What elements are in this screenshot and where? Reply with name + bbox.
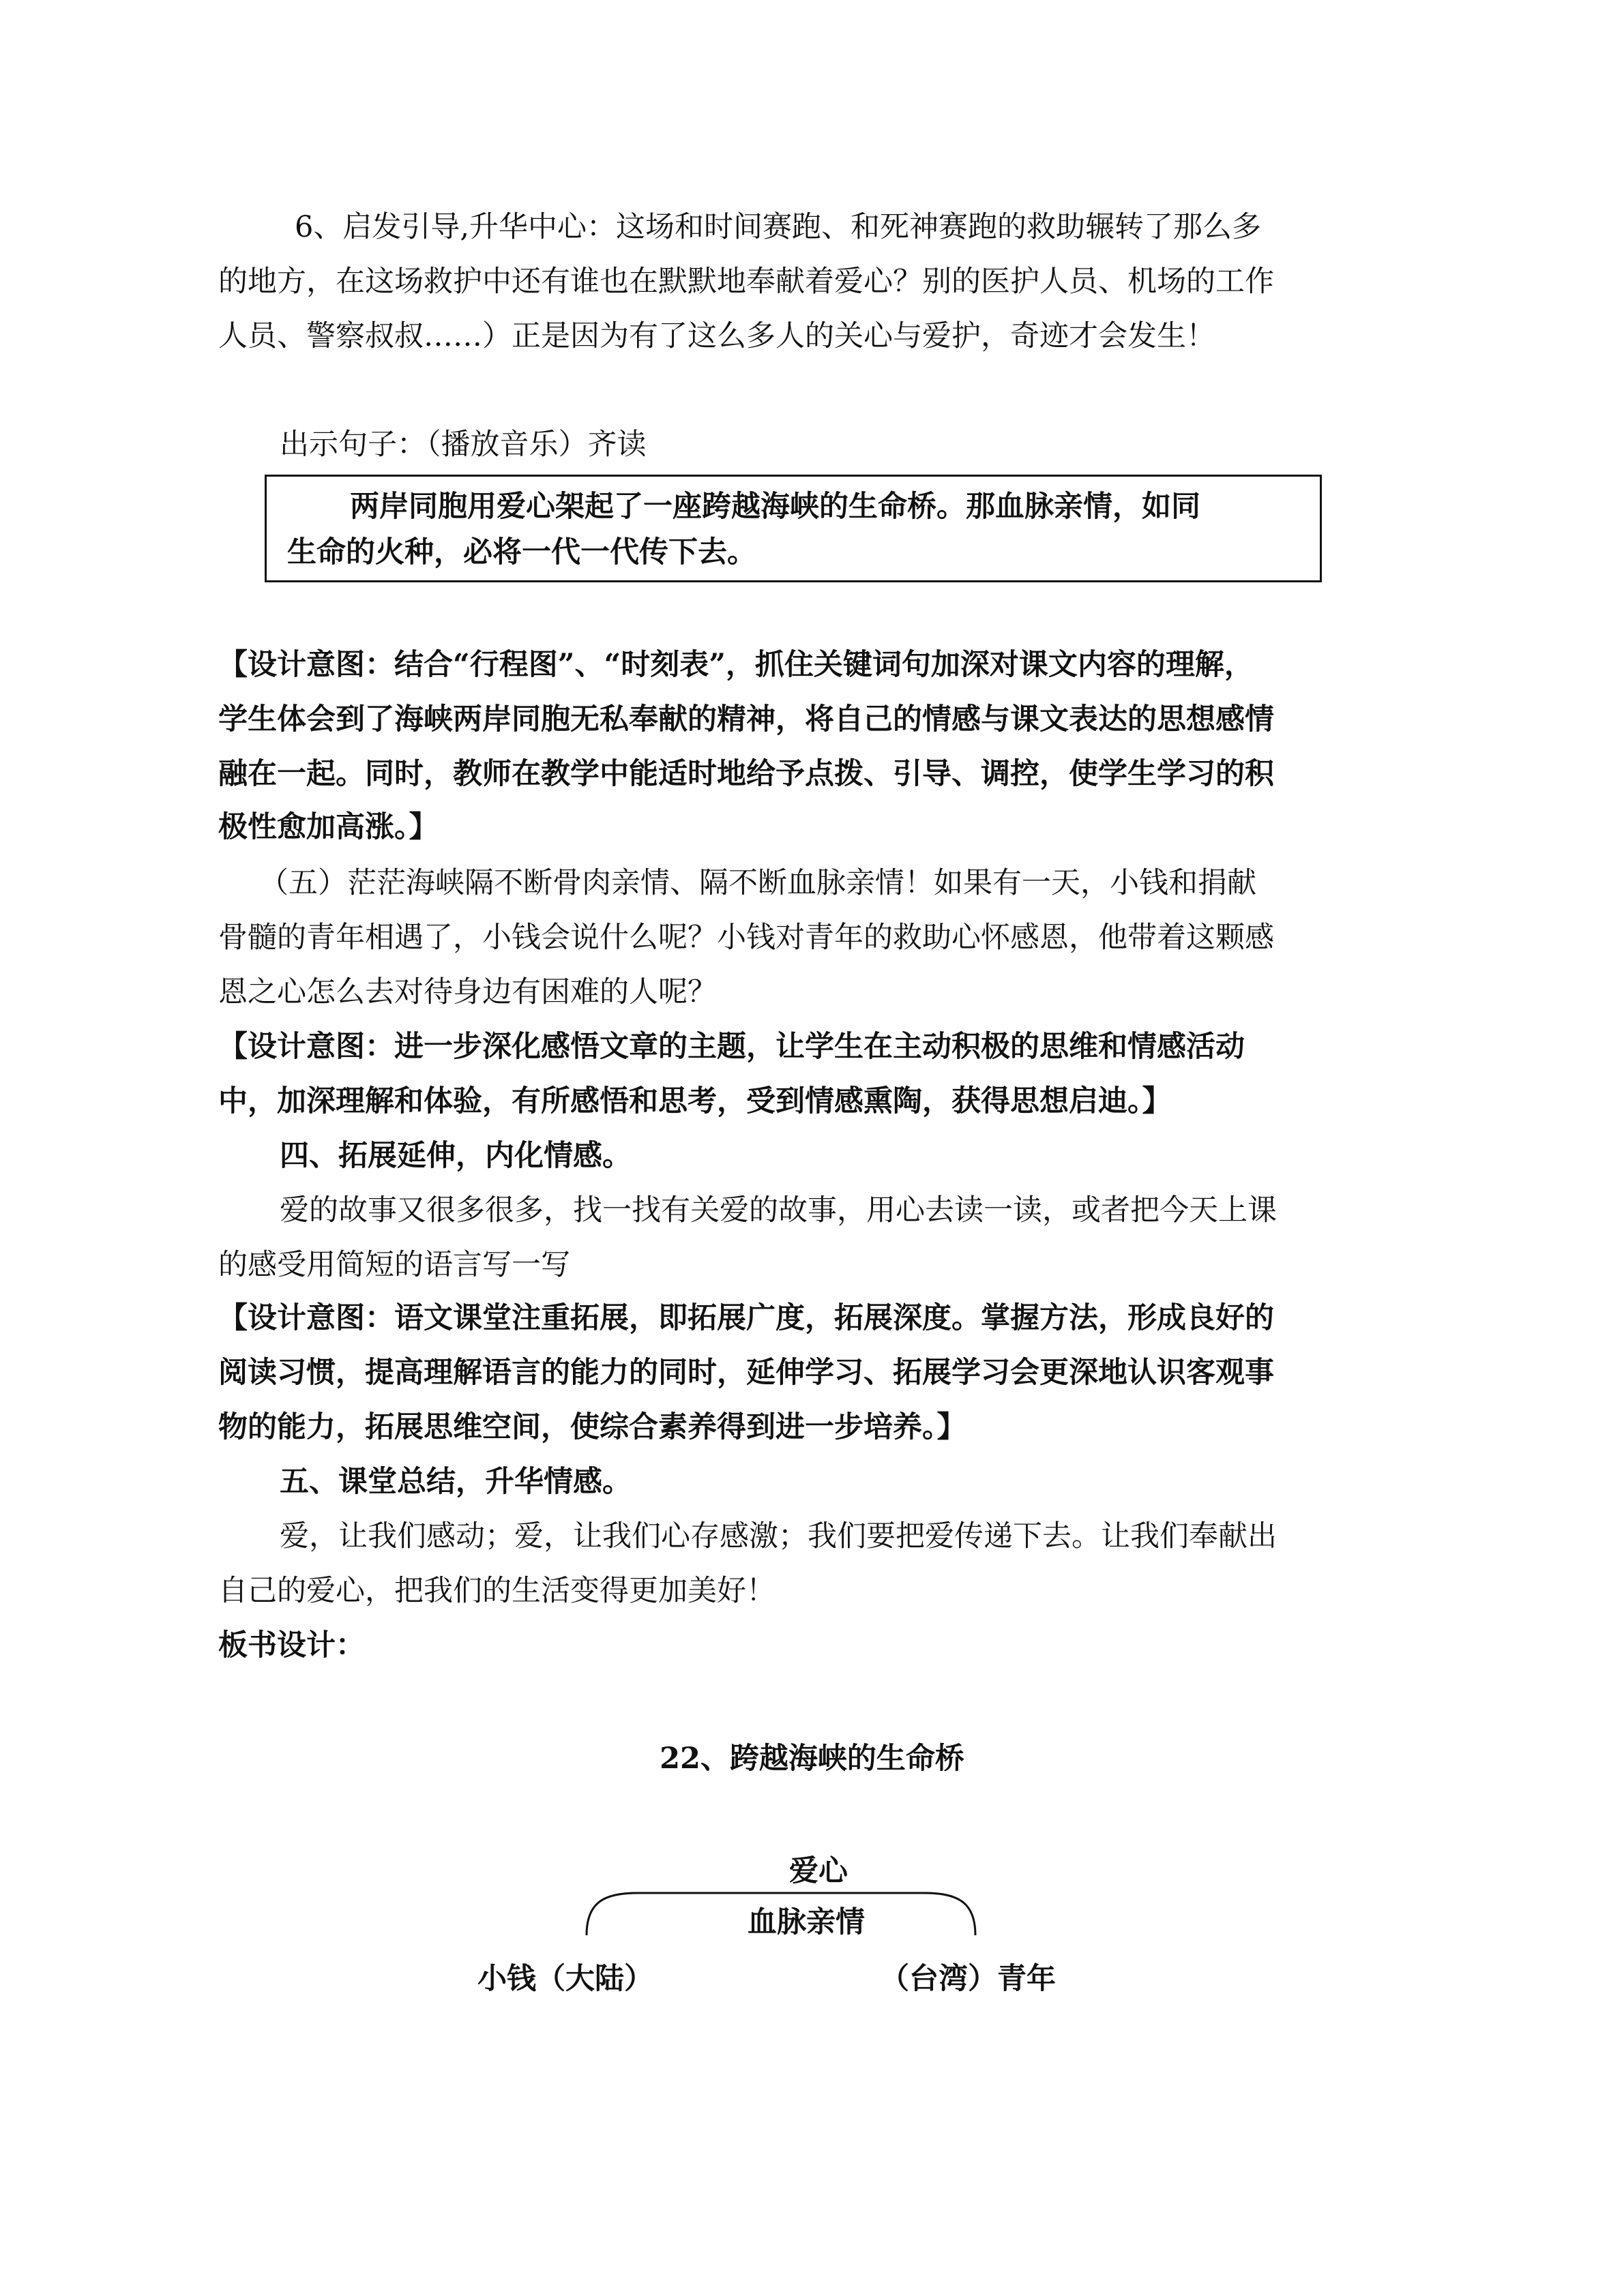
design-intent-line: 物的能力，拓展思维空间，使综合素养得到进一步培养。】 <box>218 1410 966 1444</box>
paragraph-line: 自己的爱心，把我们的生活变得更加美好！ <box>218 1574 776 1608</box>
design-intent-line: 融在一起。同时，教师在教学中能适时地给予点拨、引导、调控，使学生学习的积 <box>218 757 1274 791</box>
paragraph-line: 的感受用简短的语言写一写 <box>218 1248 570 1282</box>
board-title: 22、跨越海峡的生命桥 <box>660 1742 964 1776</box>
design-intent-line: 阅读习惯，提高理解语言的能力的同时，延伸学习、拓展学习会更深地认识客观事 <box>218 1356 1274 1390</box>
board-love-label: 爱心 <box>789 1854 848 1888</box>
paragraph-line: 恩之心怎么去对待身边有困难的人呢？ <box>218 975 717 1009</box>
paragraph-line: 骨髓的青年相遇了，小钱会说什么呢？小钱对青年的救助心怀感恩，他带着这颗感 <box>218 921 1274 955</box>
quote-line: 两岸同胞用爱心架起了一座跨越海峡的生命桥。那血脉亲情，如同 <box>350 490 1200 524</box>
board-right-label: （台湾）青年 <box>880 1962 1056 1996</box>
design-intent-line: 极性愈加高涨。】 <box>218 810 439 844</box>
paragraph-line: 6、启发引导,升华中心：这场和时间赛跑、和死神赛跑的救助辗转了那么多 <box>295 210 1262 244</box>
section-heading: 五、课堂总结，升华情感。 <box>280 1465 632 1499</box>
board-left-label: 小钱（大陆） <box>477 1962 653 1996</box>
design-intent-line: 中，加深理解和体验，有所感悟和思考，受到情感熏陶，获得思想启迪。】 <box>218 1084 1172 1118</box>
design-intent-line: 【设计意图：进一步深化感悟文章的主题，让学生在主动积极的思维和情感活动 <box>218 1030 1245 1064</box>
show-sentence-line: 出示句子：（播放音乐）齐读 <box>280 428 647 462</box>
paragraph-line: 人员、警察叔叔……）正是因为有了这么多人的关心与爱护，奇迹才会发生！ <box>218 319 1215 353</box>
quote-line: 生命的火种，必将一代一代传下去。 <box>287 535 756 569</box>
design-intent-line: 学生体会到了海峡两岸同胞无私奉献的精神，将自己的情感与课文表达的思想感情 <box>218 702 1274 736</box>
paragraph-line: （五）茫茫海峡隔不断骨肉亲情、隔不断血脉亲情！如果有一天，小钱和捐献 <box>259 866 1256 900</box>
paragraph-line: 爱，让我们感动；爱，让我们心存感激；我们要把爱传递下去。让我们奉献出 <box>280 1519 1277 1553</box>
section-heading: 四、拓展延伸，内化情感。 <box>280 1139 632 1173</box>
paragraph-line: 爱的故事又很多很多，找一找有关爱的故事，用心去读一读，或者把今天上课 <box>280 1193 1277 1227</box>
paragraph-line: 的地方，在这场救护中还有谁也在默默地奉献着爱心？别的医护人员、机场的工作 <box>218 265 1274 299</box>
quote-box <box>265 475 1322 582</box>
design-intent-line: 【设计意图：语文课堂注重拓展，即拓展广度，拓展深度。掌握方法，形成良好的 <box>218 1301 1274 1335</box>
board-design-label: 板书设计： <box>218 1628 365 1663</box>
design-intent-line: 【设计意图：结合“行程图”、“时刻表”，抓住关键词句加深对课文内容的理解， <box>218 648 1254 682</box>
board-blood-label: 血脉亲情 <box>748 1905 865 1939</box>
